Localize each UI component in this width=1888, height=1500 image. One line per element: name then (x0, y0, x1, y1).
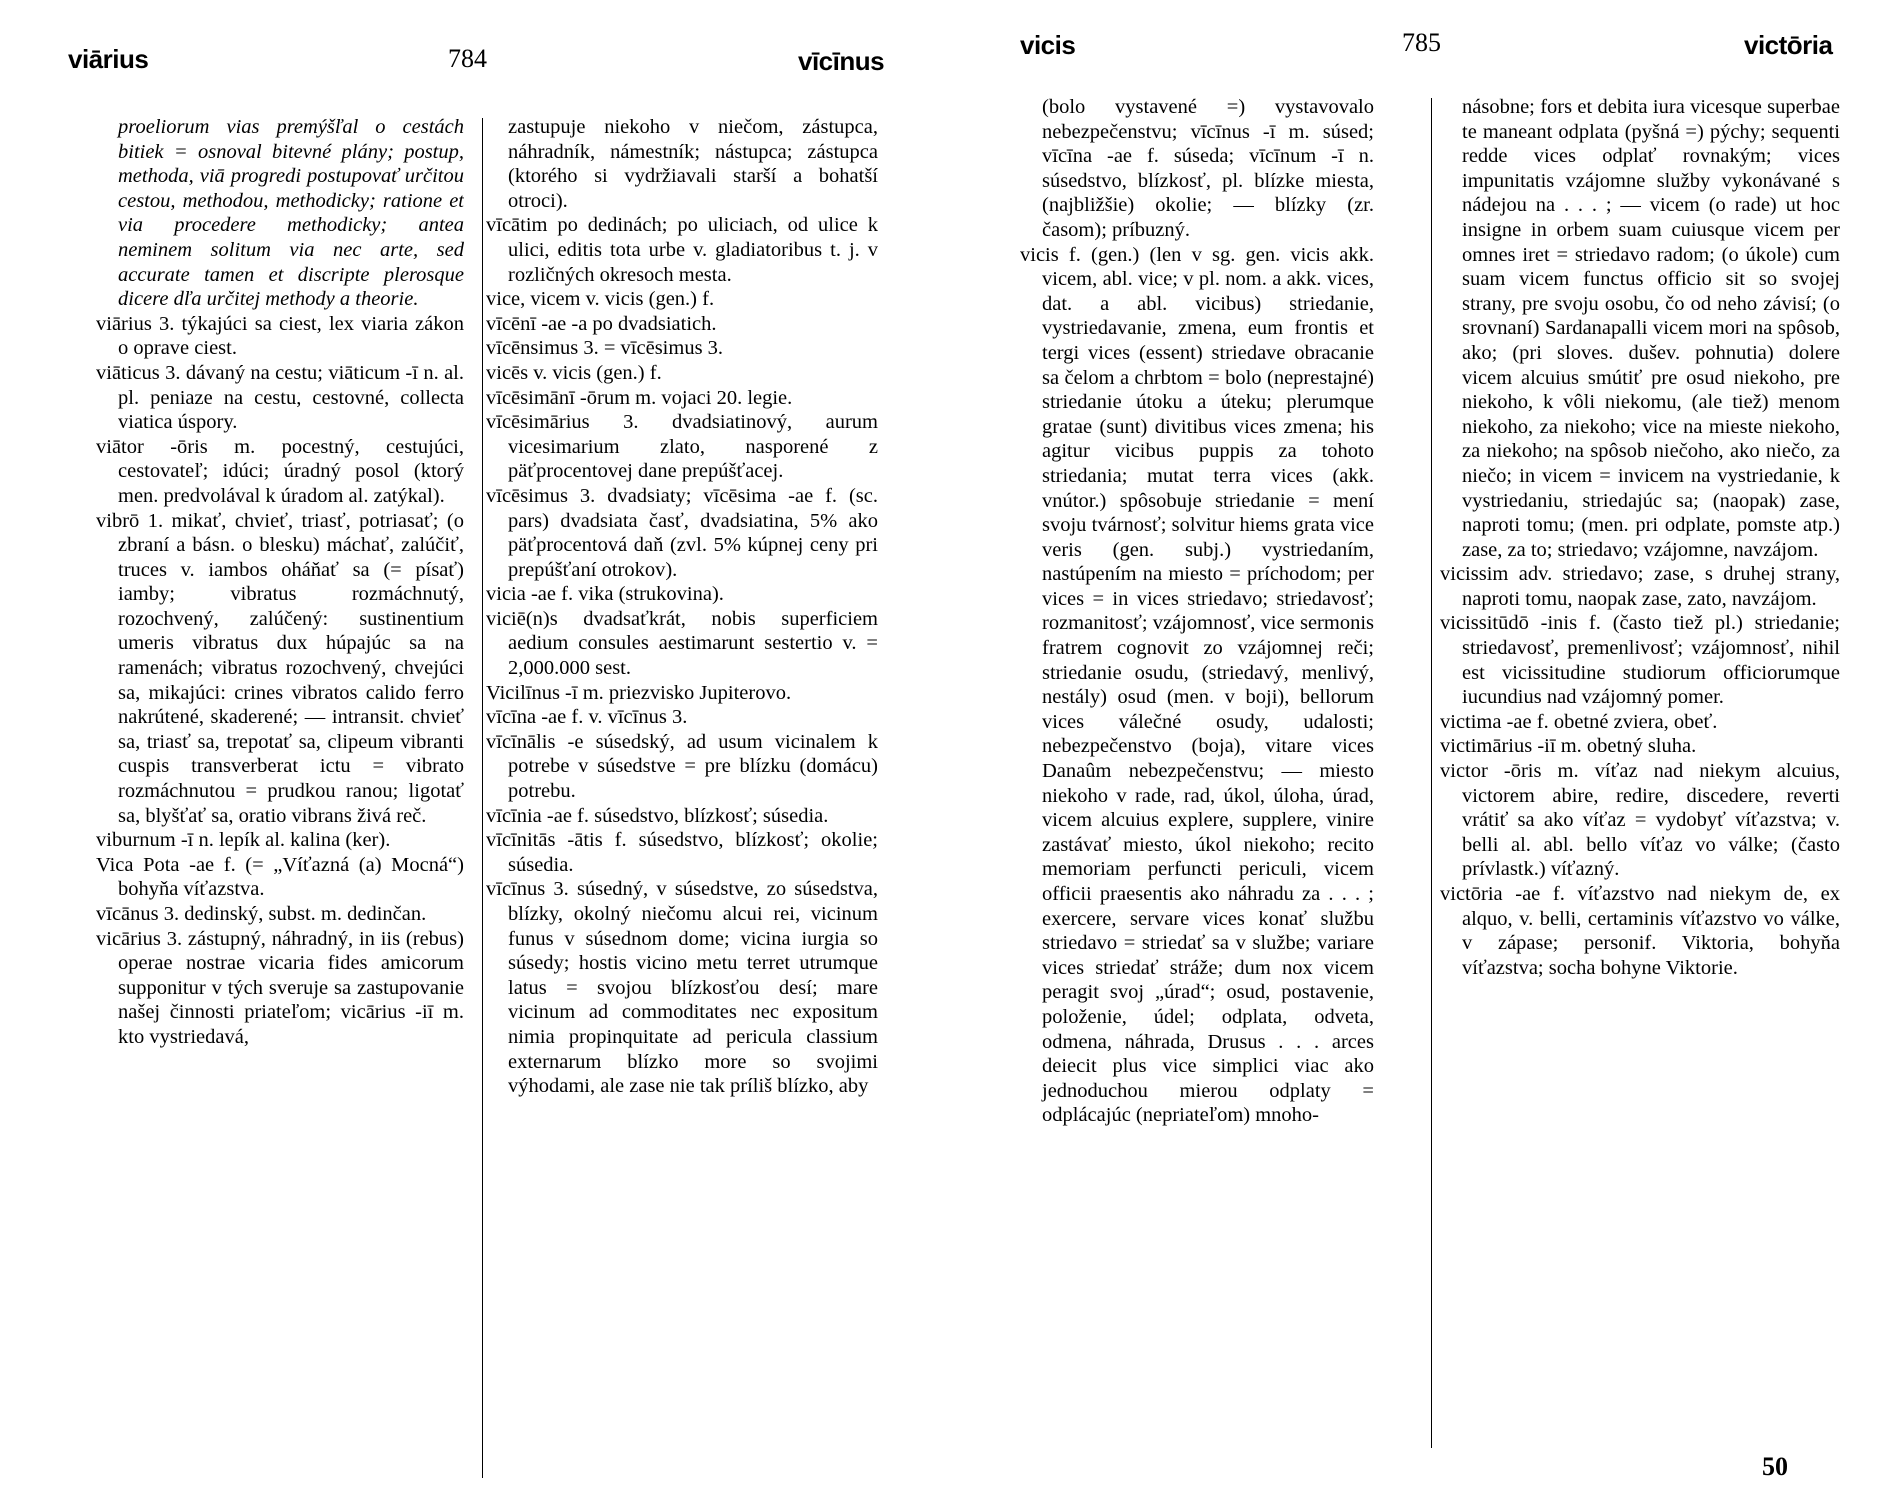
dictionary-entry: victōria -ae f. víťazstvo nad niekym de, ex alquo, v. belli, certaminis víťazstvo vo válke, v zápase; personif. Viktoria, bohyňa víťazstva; socha bohyne Viktorie. (1440, 883, 1840, 979)
right-page (944, 0, 1888, 1500)
left-page-number: 784 (448, 44, 487, 73)
right-running-head-first-word: vicis (1020, 30, 1076, 60)
left-running-head-last-word: vīcīnus (798, 46, 885, 76)
dictionary-entry: vīcānus 3. dedinský, subst. m. dedinčan. (96, 903, 427, 925)
dictionary-entry: vicārius 3. zástupný, náhradný, in iis (rebus) operae nostrae vicaria fides amicorum supponitur v tých sveruje sa zastupovanie našej činnosti priateľom; vicārius -iī m. kto vystriedavá, (96, 927, 464, 1048)
dictionary-entry: proeliorum vias premýšľal o cestách bitiek = osnoval bitevné plány; postup, methoda, viā progredi postupovať určitou cestou, methodou, methodicky; ratione et via procedere methodicky; antea neminem solitum via nec arte, sed accurate tamen et discripte plerosque dicere dľa určitej methody a theorie. (118, 116, 464, 311)
dictionary-entry: vicia -ae f. vika (strukovina). (486, 583, 724, 606)
left-running-head-first-word: viārius (68, 44, 149, 74)
dictionary-entry: vīcēsimus 3. dvadsiaty; vīcēsima -ae f. (sc. pars) dvadsiata časť, dvadsiatina, 5% ako päťprocentová daň (zvl. 5% kúpnej ceny pri prepúšťaní otrokov). (486, 484, 878, 581)
dictionary-entry: vīcīnālis -e súsedský, ad usum vicinalem k potrebe v súsedstve = pre blízku (domácu) potrebu. (486, 730, 878, 803)
dictionary-entry: vīcātim po dedinách; po uliciach, od ulice k ulici, editis tota urbe v. gladiatoribus t. j. v rozličných okresoch mesta. (486, 214, 878, 286)
dictionary-entry: victor -ōris m. víťaz nad niekym alcuius, victorem abire, redire, discedere, reverti vrátiť sa ako víťaz = vydobyť víťazstva; v. belli al. abl. bello víťaz vo válke; (často prívlastk.) víťazný. (1440, 760, 1840, 881)
dictionary-entry: vicissim adv. striedavo; zase, s druhej strany, naproti tomu, naopak zase, zato, navzájom. (1440, 563, 1840, 610)
dictionary-entry: victima -ae f. obetné zviera, obeť. (1440, 710, 1718, 733)
dictionary-entry: viburnum -ī n. lepík al. kalina (ker). (96, 829, 391, 852)
dictionary-entry: (bolo vystavené =) vystavovalo nebezpečenstvu; vīcīnus -ī m. súsed; vīcīna -ae f. súseda; vīcīnum -ī n. súsedstvo, blízkosť, pl. blízke miesta, (najbližšie) okolie; — blízky (zr. časom); príbuzný. (1042, 96, 1374, 241)
column-divider (482, 118, 483, 1478)
dictionary-entry: zastupuje niekoho v niečom, zástupca, náhradník, námestník; nástupca; zástupca (ktorého si vydržiavali starší a bohatší otroci). (508, 116, 878, 212)
dictionary-entry: Vica Pota -ae f. (= „Víťazná (a) Mocná“) bohyňa víťazstva. (96, 853, 464, 901)
dictionary-entry: vīcīna -ae f. v. vīcīnus 3. (486, 706, 688, 729)
dictionary-entry: vīcēsimānī -ōrum m. vojaci 20. legie. (486, 386, 793, 409)
left-page-column-2 (486, 115, 878, 1485)
column-divider (1431, 98, 1432, 1448)
right-running-head-last-word: victōria (1744, 30, 1833, 60)
dictionary-entry: victimārius -iī m. obetný sluha. (1440, 735, 1697, 758)
dictionary-entry: vīcīnus 3. súsedný, v súsedstve, zo súsedstva, blízky, okolný niečomu alcui rei, vicinum funus v súsednom dome; vicina iurgia so súsedy; hostis vicino metu terret utrumque latus = svojou blízkosťou desí; mare vicinum ad commoditates nec expositum nimia propinquitate ad pericula classium externarum blízko more so svojimi výhodami, ale zase nie tak príliš blízko, aby (486, 878, 878, 1098)
dictionary-entry: vīcīnia -ae f. súsedstvo, blízkosť; súsedia. (486, 804, 829, 827)
dictionary-entry: viārius 3. týkajúci sa ciest, lex viaria zákon o oprave ciest. (96, 312, 464, 360)
right-page-column-2 (1440, 95, 1840, 1455)
dictionary-entry: násobne; fors et debita iura vicesque superbae te maneant odplata (pyšná =) pýchy; sequenti redde vices odplať rovnakým; vices impunitatis vzájomne služby vykonávané s nádejou na . . . ; — vicem (o rade) ut hoc insigne in orbem suam cuiusque vicem per omnes iret = striedavo radom; (o úkole) cum suam vicem functus officio sit so svojej strany, pre svoju osobu, čo od neho závisí; (o srovnaní) Sardanapalli vicem mori na spôsob, ako; (pri sloves. dušev. pohnutia) dolere vicem alcuius smútiť pre osud niekoho, pre niekoho, k vôli niekomu, (ale tiež) menom niekoho, za niekoho; vice na mieste niekoho, za niekoho; na spôsob niečoho, ako niečo, za niečo; in vicem = invicem na vystriedanie, k vystriedaniu, striedajúc sa; (naopak) zase, naproti tomu; (men. pri odplate, pomste atp.) zase, za to; striedavo; vzájomne, navzájom. (1462, 96, 1840, 561)
right-page-number: 785 (1402, 28, 1441, 57)
dictionary-entry: vice, vicem v. vicis (gen.) f. (486, 288, 715, 311)
dictionary-entry: vīcēnsimus 3. = vīcēsimus 3. (486, 337, 724, 360)
dictionary-entry: vicissitūdō -inis f. (často tiež pl.) striedanie; striedavosť, premenlivosť; vzájomnosť, nihil est vicissitudine studiorum officiorumque iucundius nad vzájomný pomer. (1440, 612, 1840, 709)
dictionary-entry: viāticus 3. dávaný na cestu; viāticum -ī n. al. pl. peniaze na cestu, cestovné, collecta viatica úspory. (96, 361, 464, 434)
right-page-column-1 (1020, 95, 1374, 1455)
dictionary-entry: vicis f. (gen.) (len v sg. gen. vicis akk. vicem, abl. vice; v pl. nom. a akk. vices, dat. a abl. vicibus) striedanie, vystriedavanie, zmena, eum frontis et tergi vices (essent) striedave obracanie sa čelom a chrbtom = bolo (neprestajné) striedanie útoku a úteku; plerumque gratae (sunt) divitibus vices zmena; his agitur vicibus puppis za tohoto striedania; mutat terra vices (akk. vnútor.) spôsobuje striedanie = mení svoju tvárnosť; solvitur hiems grata vice veris (gen. subj.) vystriedaním, nastúpením na miesto = príchodom; per vices = in vices striedavo; striedavosť; rozmanitosť; vzájomnosť, vice sermonis fratrem cognovit zo vzájomnej reči; striedanie osudu, (striedavý, menlivý, nestály) osud (men. v boji), bellorum vices válečné osudy, udalosti; nebezpečenstvo (boja), vitare vices Danaûm nebezpečenstvu; — miesto niekoho v rade, rad, úkol, úloha, úrad, vicem alcuius explere, supplere, vinire zastávať miesto, úkol niekoho; recito memoriam perfuncti periculi, vicem officii praesentis ako náhradu za . . . ; exercere, servare vices konať službu striedavo = striedať sa v službe; variare vices striedať stráže; dum nox vicem peragit svoj „úrad“; osud, postavenie, položenie, údel; odplata, odveta, odmena, náhrada, Drusus . . . arces deiecit plus vice simplici viac ako jednoduchou mierou odplaty = odplácajúc (nepriateľom) mnoho- (1020, 243, 1374, 1127)
dictionary-entry: vīcīnitās -ātis f. súsedstvo, blízkosť; okolie; súsedia. (486, 829, 878, 876)
left-page-column-1 (96, 115, 464, 1485)
dictionary-entry: viātor -ōris m. pocestný, cestujúci, cestovateľ; idúci; úradný posol (ktorý men. predvolával k úradom al. zatýkal). (96, 435, 464, 507)
dictionary-entry: vicēs v. vicis (gen.) f. (486, 361, 662, 384)
dictionary-entry: viciē(n)s dvadsaťkrát, nobis superficiem aedium consules aestimarunt sestertio v. = 2,000.000 sest. (486, 607, 878, 680)
dictionary-entry: vibrō 1. mikať, chvieť, triasť, potriasať; (o zbraní a básn. o blesku) máchať, zalúčiť, truces v. iambos oháňať sa (= písať) iamby; vibratus rozmáchnutý, rozochvený, zalúčený: sustinentium umeris vibratus dux húpajúc sa na ramenách; vibratus rozochvený, chvejúci sa, mikajúci: crines vibratos calido ferro nakrútené, skaderené; — intransit. chvieť sa, triasť sa, trepotať sa, clipeum vibranti cuspis transverberat ictu = vibrato rozmáchnutou = prudkou ranou; ligotať sa, blyšťať sa, oratio vibrans živá reč. (96, 509, 464, 827)
dictionary-entry: vīcēnī -ae -a po dvadsiatich. (486, 312, 717, 335)
dictionary-entry: vīcēsimārius 3. dvadsiatinový, aurum vicesimarium zlato, nasporené z päťprocentovej dane prepúšťacej. (486, 411, 878, 483)
signature-sheet-number: 50 (1762, 1452, 1788, 1481)
dictionary-entry: Vicilīnus -ī m. priezvisko Jupiterovo. (486, 681, 792, 704)
